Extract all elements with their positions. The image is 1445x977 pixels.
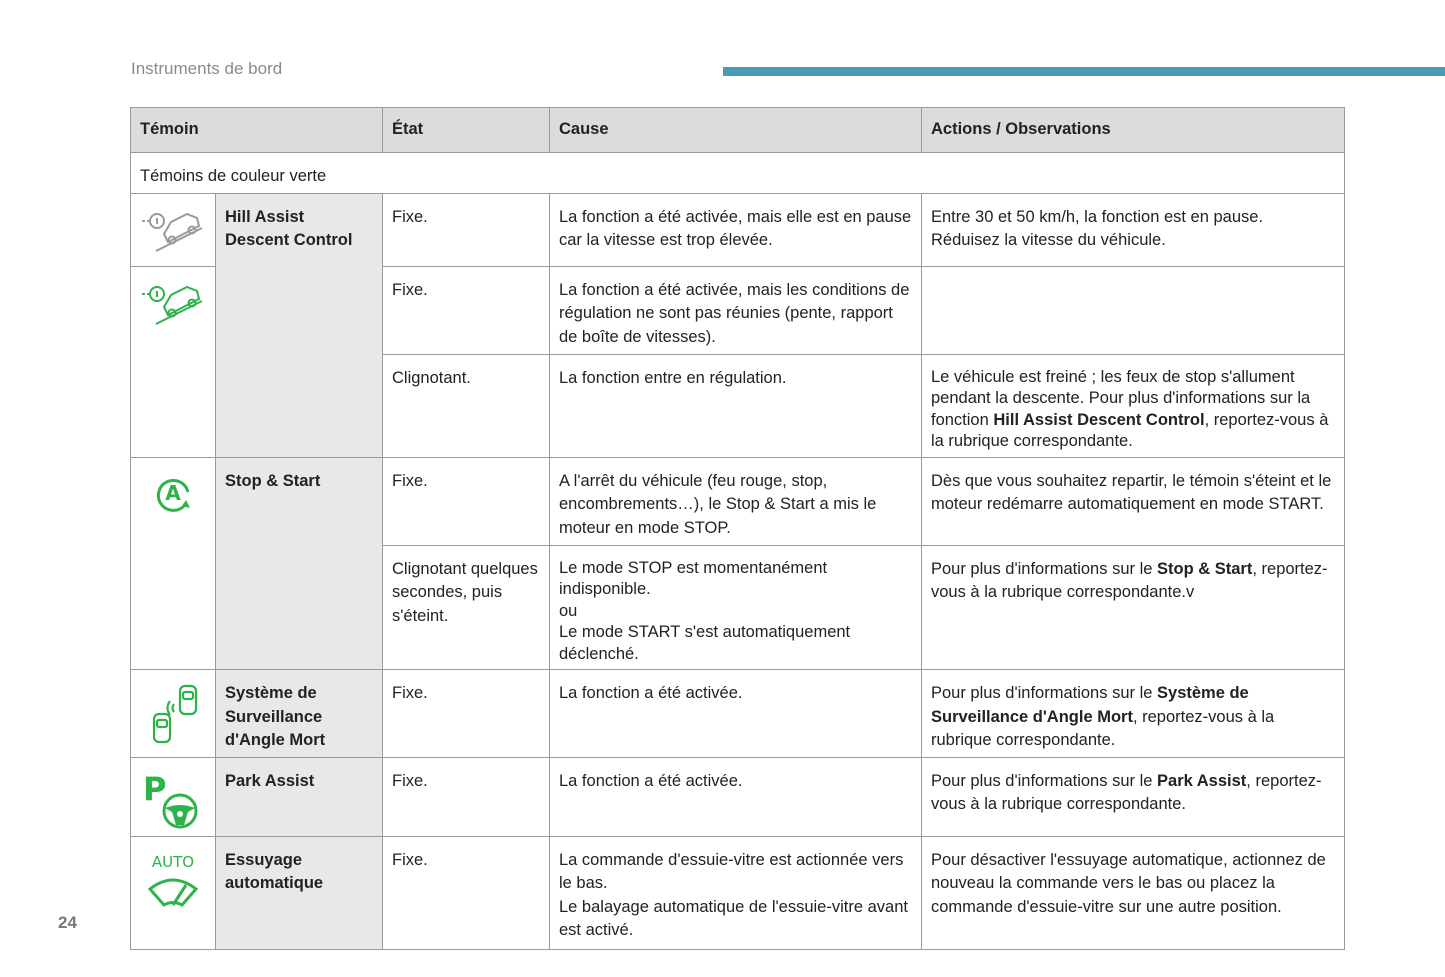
auto-wiper-icon-cell <box>131 836 216 949</box>
cause-line: La commande d'essuie-vitre est actionnée vers le bas. <box>559 850 904 892</box>
table-row <box>131 670 1345 758</box>
stop-start-icon-cell <box>131 457 216 670</box>
wiper-label-line: Essuyage <box>225 850 303 869</box>
hill-descent-green-icon-cell <box>131 266 216 457</box>
action-text: Pour plus d'informations sur le <box>931 684 1158 702</box>
cause-cell <box>550 836 922 949</box>
cause-line: Le mode START s'est automatiquement déclenché. <box>559 623 851 663</box>
state-cell: Fixe. <box>383 670 550 758</box>
hill-descent-grey-icon <box>140 206 206 256</box>
category-row <box>131 153 1345 194</box>
column-header-temoin: Témoin <box>131 108 383 153</box>
cause-line: ou <box>559 601 578 620</box>
section-title: Instruments de bord <box>131 59 283 78</box>
page-number: 24 <box>58 913 77 932</box>
action-text: , reportez-vous à la rubrique correspondante. <box>931 707 1275 749</box>
cause-cell: La fonction a été activée, mais les conditions de régulation ne sont pas réunies (pente, rapport de boîte de vitesses). <box>550 266 922 354</box>
hill-descent-green-icon <box>140 279 206 329</box>
cause-cell <box>550 545 922 670</box>
cause-cell: A l'arrêt du véhicule (feu rouge, stop, encombrements…), le Stop & Start a mis le moteur en mode STOP. <box>550 457 922 545</box>
action-line: Entre 30 et 50 km/h, la fonction est en pause. <box>931 207 1264 226</box>
blind-spot-icon-cell <box>131 670 216 758</box>
action-emphasis: Système de Surveillance d'Angle Mort <box>931 684 1249 726</box>
action-text: , reportez-vous à la rubrique correspondante. <box>931 771 1322 813</box>
park-assist-label-cell: Park Assist <box>216 757 383 836</box>
action-emphasis: Park Assist <box>1157 771 1247 790</box>
action-cell <box>922 545 1345 670</box>
category-green-lights: Témoins de couleur verte <box>131 153 1345 194</box>
hill-descent-grey-icon-cell <box>131 193 216 266</box>
blind-spot-label-line: Surveillance <box>225 707 323 726</box>
hill-assist-label-cell <box>216 193 383 457</box>
state-cell: Fixe. <box>383 266 550 354</box>
action-cell <box>922 757 1345 836</box>
state-cell: Fixe. <box>383 836 550 949</box>
table-row <box>131 457 1345 545</box>
action-text: Pour plus d'informations sur le <box>931 771 1158 790</box>
action-line: Réduisez la vitesse du véhicule. <box>931 231 1166 249</box>
table-row <box>131 836 1345 949</box>
state-cell: Fixe. <box>383 193 550 266</box>
wiper-label-line: automatique <box>225 874 324 892</box>
cause-line: Le mode STOP est momentanément indisponible. <box>559 558 828 598</box>
state-cell: Clignotant quelques secondes, puis s'éteint. <box>383 545 550 670</box>
header-accent-bar <box>723 67 1445 76</box>
action-text: , reportez-vous à la rubrique correspondante.v <box>931 559 1328 601</box>
cause-cell: La fonction a été activée. <box>550 757 922 836</box>
table-row <box>131 193 1345 266</box>
cause-cell: La fonction entre en régulation. <box>550 354 922 457</box>
park-assist-icon <box>140 770 206 832</box>
action-cell: Dès que vous souhaitez repartir, le témoin s'éteint et le moteur redémarre automatiquement en mode START. <box>922 457 1345 545</box>
blind-spot-label-line: d'Angle Mort <box>225 731 326 749</box>
action-cell <box>922 193 1345 266</box>
action-emphasis: Hill Assist Descent Control <box>993 410 1205 429</box>
blind-spot-label-cell <box>216 670 383 758</box>
park-assist-icon-cell <box>131 757 216 836</box>
action-emphasis: Stop & Start <box>1157 559 1253 578</box>
park-assist-icon-letter: P <box>143 769 167 808</box>
table-header-row <box>131 108 1345 153</box>
wiper-label-cell <box>216 836 383 949</box>
blind-spot-label-line: Système de <box>225 684 317 702</box>
hill-assist-label-line1: Hill Assist <box>225 207 305 226</box>
action-text: Le véhicule est freiné ; les feux de stop s'allument pendant la descente. Pour plus d'informations sur la fonction <box>931 367 1311 429</box>
stop-start-label-cell: Stop & Start <box>216 457 383 670</box>
column-header-etat: État <box>383 108 550 153</box>
state-cell: Fixe. <box>383 757 550 836</box>
column-header-cause: Cause <box>550 108 922 153</box>
cause-cell: La fonction a été activée, mais elle est en pause car la vitesse est trop élevée. <box>550 193 922 266</box>
stop-start-icon <box>148 470 198 516</box>
action-cell: Pour désactiver l'essuyage automatique, actionnez de nouveau la commande vers le bas ou placez la commande d'essuie-vitre sur une autre position. <box>922 836 1345 949</box>
action-cell <box>922 266 1345 354</box>
action-cell <box>922 670 1345 758</box>
state-cell: Clignotant. <box>383 354 550 457</box>
action-text: , reportez-vous à la rubrique correspondante. <box>931 410 1329 450</box>
auto-wiper-icon-text: AUTO <box>151 852 195 871</box>
blind-spot-icon <box>142 682 204 746</box>
cause-cell: La fonction a été activée. <box>550 670 922 758</box>
state-cell: Fixe. <box>383 457 550 545</box>
action-cell <box>922 354 1345 457</box>
svg-text:A: A <box>165 480 181 505</box>
action-text: Pour plus d'informations sur le <box>931 559 1158 578</box>
hill-assist-label-line2: Descent Control <box>225 231 353 249</box>
warning-lights-table <box>130 107 1345 950</box>
cause-line: Le balayage automatique de l'essuie-vitre avant est activé. <box>559 897 908 939</box>
table-row <box>131 757 1345 836</box>
auto-wiper-icon <box>142 849 204 915</box>
column-header-actions: Actions / Observations <box>922 108 1345 153</box>
